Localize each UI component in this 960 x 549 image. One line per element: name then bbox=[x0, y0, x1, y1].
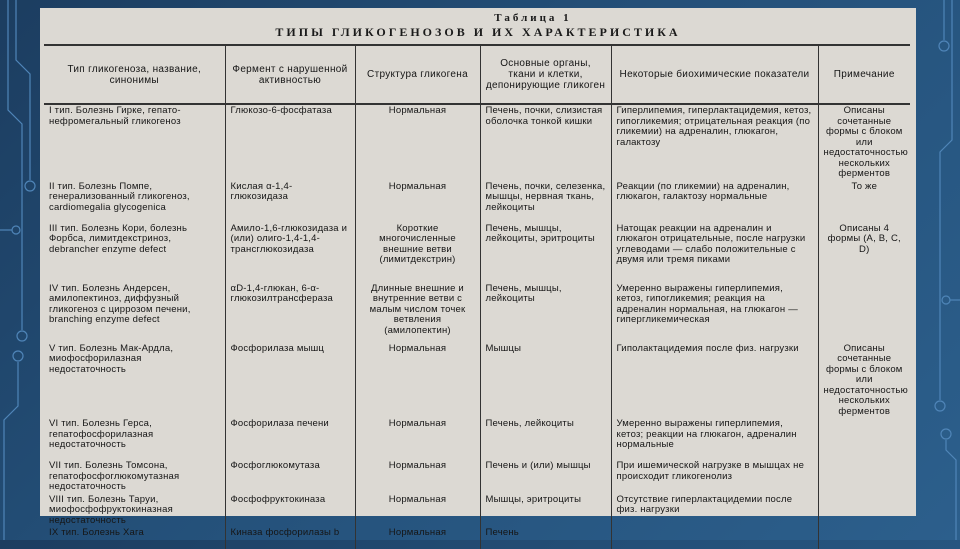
cell-type: II тип. Болезнь Помпе, генерализованный гликогеноз, cardiomegalia glycogenica bbox=[49, 180, 190, 213]
cell-type: I тип. Болезнь Гирке, гепато-нефромегальный гликогеноз bbox=[49, 105, 181, 127]
header-note: Примечание bbox=[818, 45, 910, 104]
cell-type: VI тип. Болезнь Герса, гепатофосфорилазная недостаточность bbox=[49, 418, 154, 450]
cell-type: IX тип. Болезнь Хага bbox=[49, 527, 144, 538]
cell-enzyme: Фосфоглюкомутаза bbox=[225, 460, 355, 494]
scanned-table-page bbox=[40, 8, 916, 538]
cell-organs: Мышцы bbox=[480, 343, 611, 419]
cell-note: То же bbox=[818, 181, 910, 223]
cell-organs: Печень, лейкоциты bbox=[480, 418, 611, 460]
cell-biochem: При ишемической нагрузке в мышцах не происходит гликогенолиз bbox=[611, 460, 818, 494]
cell-structure: Нормальная bbox=[355, 418, 480, 460]
cell-note: Описаны 4 формы (А, В, С, D) bbox=[818, 223, 910, 283]
cell-structure: Нормальная bbox=[355, 460, 480, 494]
cell-biochem: Умеренно выражены гиперлипемия, кетоз, гипогликемия; реакция на адреналин нормальная, на глюкагон — гипергликемическая bbox=[611, 283, 818, 343]
header-structure: Структура гликогена bbox=[355, 45, 480, 104]
cell-structure: Нормальная bbox=[355, 343, 480, 419]
cell-note bbox=[818, 460, 910, 494]
cell-biochem: Гиполактацидемия после физ. нагрузки bbox=[611, 343, 818, 419]
cell-enzyme: Киназа фосфорилазы b bbox=[225, 527, 355, 549]
table-row bbox=[44, 283, 910, 343]
table-row bbox=[44, 104, 910, 181]
cell-note: Описаны сочетанные формы с блоком или недостаточностью нескольких ферментов bbox=[818, 104, 910, 181]
cell-biochem: Умеренно выражены гиперлипемия, кетоз; реакции на глюкагон, адреналин нормальные bbox=[611, 418, 818, 460]
cell-note bbox=[818, 418, 910, 460]
cell-type: VIII тип. Болезнь Таруи, миофосфофруктокиназная недостаточность bbox=[49, 493, 173, 526]
cell-organs: Печень bbox=[480, 527, 611, 549]
cell-organs: Мышцы, эритроциты bbox=[480, 494, 611, 528]
table-row bbox=[44, 527, 910, 549]
table-header-row bbox=[44, 45, 910, 104]
cell-enzyme: Глюкозо-6-фосфатаза bbox=[225, 104, 355, 181]
cell-type: V тип. Болезнь Мак-Ардла, миофосфорилазная недостаточность bbox=[49, 342, 174, 375]
cell-enzyme: Фосфорилаза мышц bbox=[225, 343, 355, 419]
cell-biochem: Натощак реакции на адреналин и глюкагон отрицательные, после нагрузки углеводами — слабо положительные с двумя или тремя пиками bbox=[611, 223, 818, 283]
header-organs: Основные органы, ткани и клетки, депонирующие гликоген bbox=[480, 45, 611, 104]
cell-enzyme: Фосфофруктокиназа bbox=[225, 494, 355, 528]
table-row bbox=[44, 418, 910, 460]
table-label: Таблица 1 bbox=[494, 12, 572, 24]
header-biochem: Некоторые биохимические показатели bbox=[611, 45, 818, 104]
circuit-decoration-right bbox=[910, 0, 960, 540]
table-row bbox=[44, 223, 910, 283]
cell-organs: Печень и (или) мышцы bbox=[480, 460, 611, 494]
glycogenosis-table bbox=[44, 44, 910, 549]
cell-biochem: Гиперлипемия, гиперлактацидемия, кетоз, гипогликемия; отрицательная реакция (по гликемии) на адреналин, глюкагон, галактозу bbox=[611, 104, 818, 181]
cell-organs: Печень, мышцы, лейкоциты bbox=[480, 283, 611, 343]
table-row bbox=[44, 343, 910, 419]
cell-enzyme: Амило-1,6-глюкозидаза и (или) олиго-1,4-1,4-трансглюкозидаза bbox=[225, 223, 355, 283]
cell-enzyme: Фосфорилаза печени bbox=[225, 418, 355, 460]
cell-structure: Длинные внешние и внутренние ветви с малым числом точек ветвления (амилопектин) bbox=[355, 283, 480, 343]
cell-organs: Печень, почки, слизистая оболочка тонкой кишки bbox=[480, 104, 611, 181]
cell-structure: Нормальная bbox=[355, 494, 480, 528]
table-title: ТИПЫ ГЛИКОГЕНОЗОВ И ИХ ХАРАКТЕРИСТИКА bbox=[275, 25, 681, 39]
cell-type: III тип. Болезнь Кори, болезнь Форбса, лимитдекстриноз, debrancher enzyme defect bbox=[49, 222, 188, 255]
cell-note: Описаны сочетанные формы с блоком или недостаточностью нескольких ферментов bbox=[818, 343, 910, 419]
cell-note bbox=[818, 283, 910, 343]
cell-organs: Печень, мышцы, лейкоциты, эритроциты bbox=[480, 223, 611, 283]
cell-biochem: Отсутствие гиперлактацидемии после физ. нагрузки bbox=[611, 494, 818, 528]
cell-biochem bbox=[611, 527, 818, 549]
cell-organs: Печень, почки, селезенка, мышцы, нервная ткань, лейкоциты bbox=[480, 181, 611, 223]
header-enzyme: Фермент с нарушенной активностью bbox=[225, 45, 355, 104]
cell-note bbox=[818, 527, 910, 549]
cell-structure: Короткие многочисленные внешние ветви (лимитдекстрин) bbox=[355, 223, 480, 283]
table-row bbox=[44, 460, 910, 494]
table-row bbox=[44, 494, 910, 528]
cell-structure: Нормальная bbox=[355, 181, 480, 223]
cell-biochem: Реакции (по гликемии) на адреналин, глюкагон, галактозу нормальные bbox=[611, 181, 818, 223]
cell-enzyme: αD-1,4-глюкан, 6-α-глюкозилтрансфераза bbox=[225, 283, 355, 343]
cell-type: VII тип. Болезнь Томсона, гепатофосфоглюкомутазная недостаточность bbox=[49, 460, 180, 492]
cell-structure: Нормальная bbox=[355, 104, 480, 181]
cell-type: IV тип. Болезнь Андерсен, амилопектиноз, диффузный гликогеноз с циррозом печени, branching enzyme defect bbox=[49, 282, 191, 325]
table-caption bbox=[40, 12, 916, 40]
cell-structure: Нормальная bbox=[355, 527, 480, 549]
header-type: Тип гликогеноза, название, синонимы bbox=[67, 63, 202, 86]
cell-enzyme: Кислая α-1,4-глюкозидаза bbox=[225, 181, 355, 223]
cell-note bbox=[818, 494, 910, 528]
table-row bbox=[44, 181, 910, 223]
